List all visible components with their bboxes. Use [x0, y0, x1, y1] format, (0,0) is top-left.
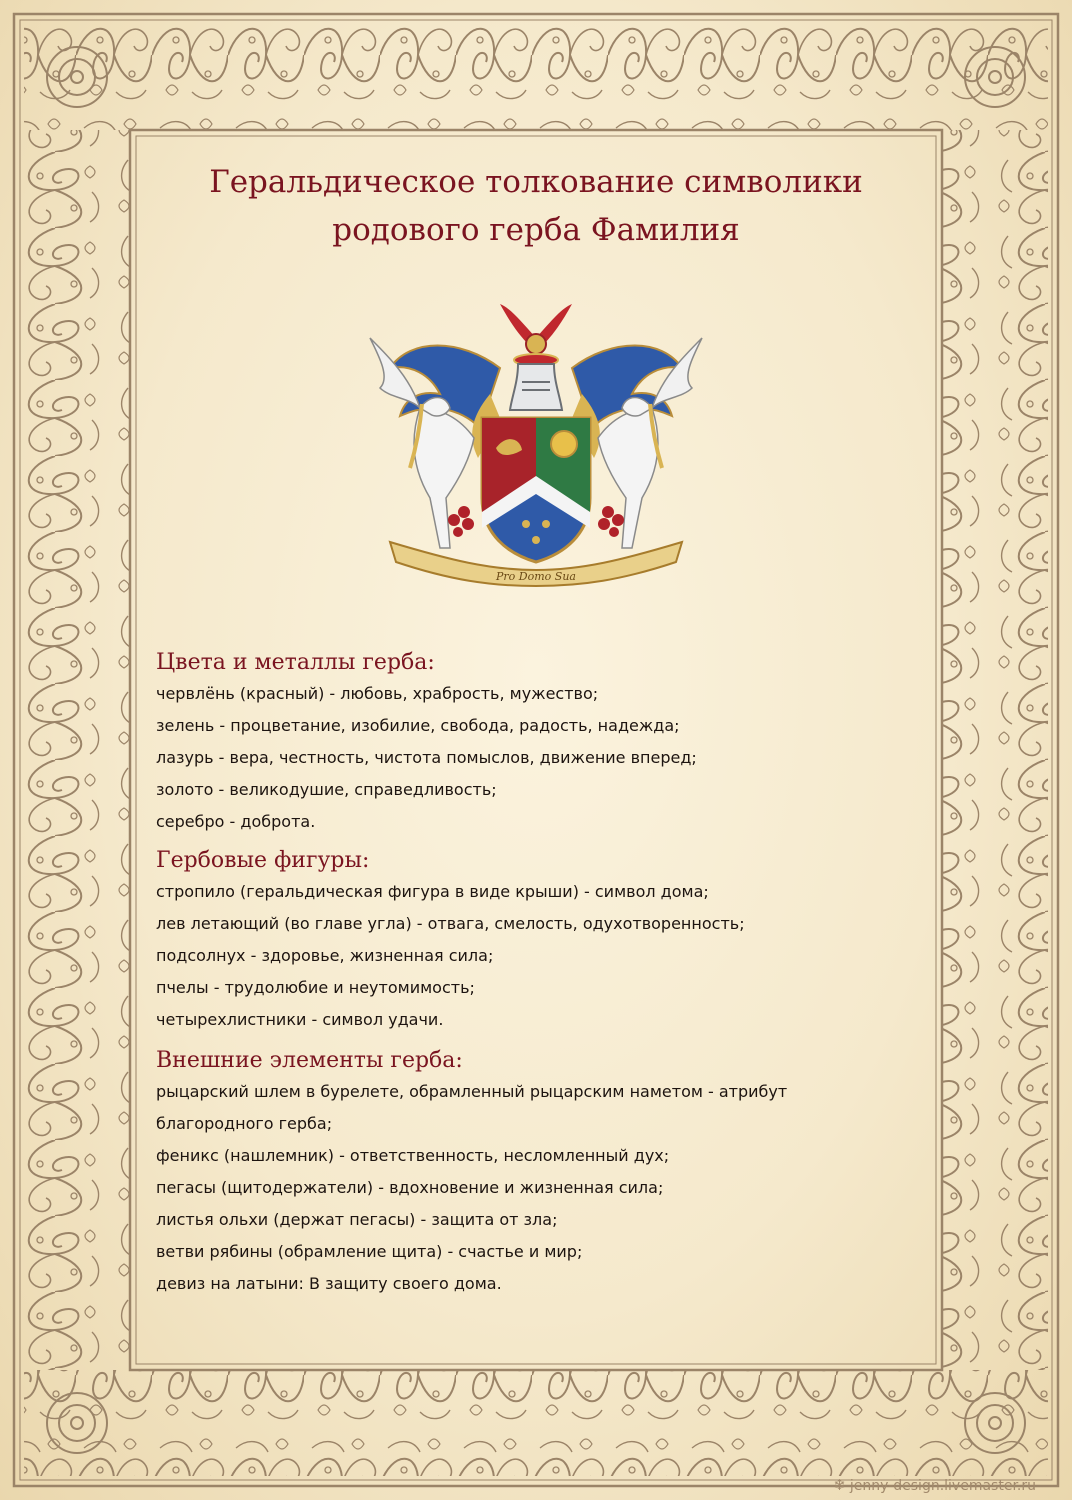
section-heading: Гербовые фигуры: — [156, 848, 370, 873]
section-figures — [156, 846, 946, 1036]
list-item: листья ольхи (держат пегасы) - защита от зла; — [156, 1210, 558, 1229]
section-external-elements — [156, 1046, 946, 1300]
list-item: лев летающий (во главе угла) - отвага, смелость, одухотворенность; — [156, 914, 745, 933]
list-item: подсолнух - здоровье, жизненная сила; — [156, 946, 494, 965]
list-item: серебро - доброта. — [156, 812, 316, 831]
title-line-2: родового герба Фамилия — [332, 212, 740, 248]
list-item: рыцарский шлем в бурелете, обрамленный рыцарским наметом - атрибут — [156, 1082, 788, 1101]
list-item: червлёнь (красный) - любовь, храбрость, мужество; — [156, 684, 599, 703]
list-item: пчелы - трудолюбие и неутомимость; — [156, 978, 475, 997]
page-title — [150, 158, 922, 254]
list-item: пегасы (щитодержатели) - вдохновение и жизненная сила; — [156, 1178, 664, 1197]
section-colors — [156, 648, 946, 838]
title-line-1: Геральдическое толкование символики — [209, 164, 863, 200]
list-item: зелень - процветание, изобилие, свобода, радость, надежда; — [156, 716, 680, 735]
watermark — [833, 1476, 1036, 1494]
list-item: ветви рябины (обрамление щита) - счастье и мир; — [156, 1242, 583, 1261]
motto-text: Pro Domo Sua — [496, 570, 576, 583]
list-item: девиз на латыни: В защиту своего дома. — [156, 1274, 502, 1293]
list-item: золото - великодушие, справедливость; — [156, 780, 497, 799]
section-heading: Цвета и металлы герба: — [156, 650, 435, 675]
list-item: лазурь - вера, честность, чистота помыслов, движение вперед; — [156, 748, 697, 767]
watermark-text: jenny-design.livemaster.ru — [849, 1478, 1036, 1494]
section-heading: Внешние элементы герба: — [156, 1048, 463, 1073]
coat-of-arms-image — [350, 298, 722, 588]
list-item: стропило (геральдическая фигура в виде крыши) - символ дома; — [156, 882, 709, 901]
list-item: благородного герба; — [156, 1114, 333, 1133]
snowflake-icon: ❄ — [833, 1476, 846, 1494]
interpretation-content — [156, 648, 946, 1300]
list-item: феникс (нашлемник) - ответственность, несломленный дух; — [156, 1146, 670, 1165]
list-item: четырехлистники - символ удачи. — [156, 1010, 444, 1029]
